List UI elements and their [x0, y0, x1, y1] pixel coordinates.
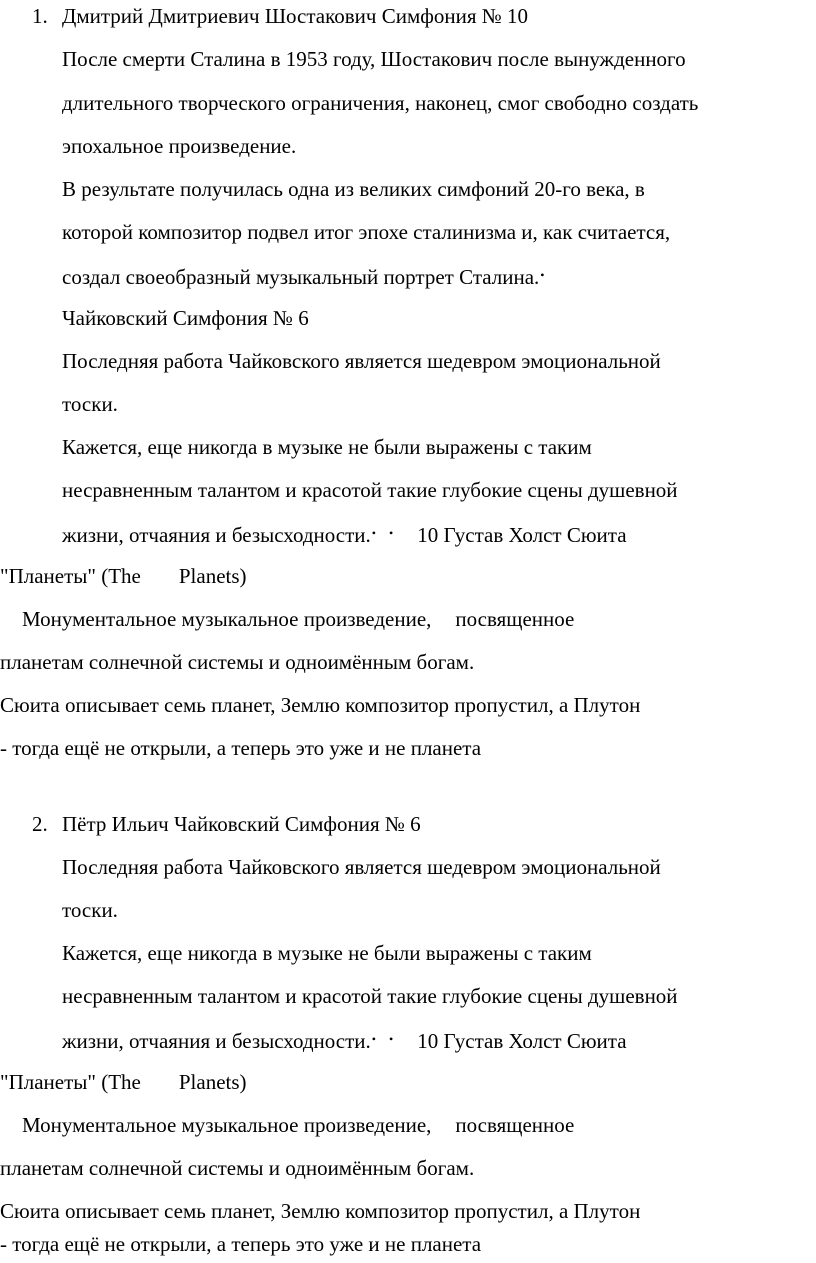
paragraph-line: Кажется, еще никогда в музыке не были выражены с таким [62, 941, 592, 965]
planets-text: Planets) [178, 1070, 247, 1094]
paragraph-line [22, 605, 574, 633]
bullet-icon: • [371, 526, 376, 540]
paragraph-line: несравненным талантом и красотой такие глубокие сцены душевной [62, 984, 678, 1008]
sub-heading: Чайковский Симфония № 6 [62, 306, 309, 330]
paragraph-line: Последняя работа Чайковского является шедевром эмоциональной [62, 349, 661, 373]
bullet-icon: • [540, 268, 545, 282]
paragraph-text: создал своеобразный музыкальный портрет Сталина. [62, 265, 540, 289]
item-heading: Дмитрий Дмитриевич Шостакович Симфония № 10 [62, 4, 529, 28]
paragraph-line: длительного творческого ограничения, наконец, смог свободно создать [62, 91, 699, 115]
paragraph-line: эпохальное произведение. [62, 134, 297, 158]
paragraph-line: тоски. [62, 392, 118, 416]
paragraph-line [0, 562, 247, 590]
paragraph-line [62, 261, 544, 289]
paragraph-line: Сюита описывает семь планет, Землю композитор пропустил, а Плутон [0, 693, 641, 717]
paragraph-line: После смерти Сталина в 1953 году, Шостакович после вынужденного [62, 47, 686, 71]
bullet-icon: • [389, 526, 394, 540]
desc-text: Монументальное музыкальное произведение, [22, 1113, 432, 1137]
paragraph-line: тоски. [62, 898, 118, 922]
desc-text: Монументальное музыкальное произведение, [22, 607, 432, 631]
paragraph-line [22, 1111, 574, 1139]
paragraph-line: несравненным талантом и красотой такие глубокие сцены душевной [62, 478, 678, 502]
paragraph-line: планетам солнечной системы и одноимённым богам. [0, 650, 475, 674]
planets-text: Planets) [178, 564, 247, 588]
paragraph-line: В результате получилась одна из великих симфоний 20-го века, в [62, 177, 645, 201]
paragraph-line: которой композитор подвел итог эпохе сталинизма и, как считается, [62, 220, 671, 244]
holst-title: 10 Густав Холст Сюита [417, 523, 627, 547]
list-number: 1. [32, 4, 48, 28]
list-number: 2. [32, 812, 48, 836]
paragraph-line: Сюита описывает семь планет, Землю композитор пропустил, а Плутон [0, 1199, 641, 1223]
item-heading: Пётр Ильич Чайковский Симфония № 6 [62, 812, 421, 836]
paragraph-text: жизни, отчаяния и безысходности. [62, 1029, 371, 1053]
paragraph-line: планетам солнечной системы и одноимённым богам. [0, 1156, 475, 1180]
paragraph-text: жизни, отчаяния и безысходности. [62, 523, 371, 547]
paragraph-line: Последняя работа Чайковского является шедевром эмоциональной [62, 855, 661, 879]
paragraph-line: Кажется, еще никогда в музыке не были выражены с таким [62, 435, 592, 459]
paragraph-line [62, 1025, 627, 1053]
paragraph-line [0, 1068, 247, 1096]
desc-text: посвященное [455, 1113, 575, 1137]
paragraph-line: - тогда ещё не открыли, а теперь это уже и не планета [0, 736, 482, 760]
holst-title: 10 Густав Холст Сюита [417, 1029, 627, 1053]
bullet-icon: • [371, 1032, 376, 1046]
planets-text: "Планеты" (The [0, 564, 141, 588]
bullet-icon: • [389, 1032, 394, 1046]
paragraph-line [62, 519, 627, 547]
paragraph-line: - тогда ещё не открыли, а теперь это уже и не планета [0, 1232, 482, 1256]
desc-text: посвященное [455, 607, 575, 631]
planets-text: "Планеты" (The [0, 1070, 141, 1094]
